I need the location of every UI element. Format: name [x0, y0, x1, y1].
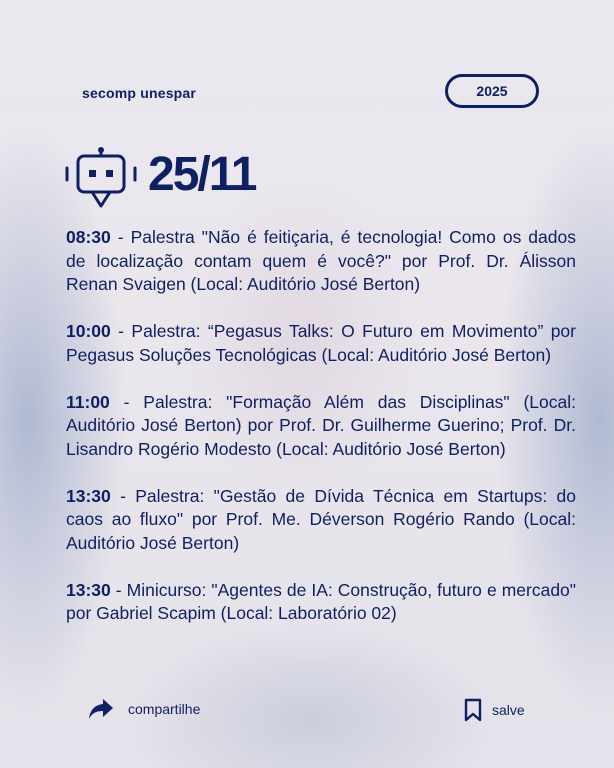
share-button[interactable]	[88, 698, 200, 720]
event-description: - Palestra: “Pegasus Talks: O Futuro em Movimento” por Pegasus Soluções Tecnológicas (Local: Auditório José Berton)	[66, 321, 576, 365]
bookmark-icon	[464, 698, 482, 722]
schedule-list	[66, 226, 576, 649]
save-label: salve	[492, 702, 525, 718]
date-title: 25/11	[148, 148, 256, 201]
robot-icon	[64, 146, 138, 210]
share-label: compartilhe	[128, 701, 201, 717]
event-time: 11:00	[66, 391, 110, 412]
share-arrow-icon	[88, 698, 114, 720]
event-time: 08:30	[66, 227, 111, 247]
schedule-item	[66, 391, 576, 462]
event-description: - Palestra "Não é feitiçaria, é tecnologia! Como os dados de localização contam quem é você?" por Prof. Dr. Álisson Renan Svaigen (Local: Auditório José Berton)	[66, 227, 576, 294]
year-badge	[445, 74, 539, 108]
event-description: - Palestra: "Gestão de Dívida Técnica em Startups: do caos ao fluxo" por Prof. Me. Déverson Rogério Rando (Local: Auditório José Berton)	[66, 485, 576, 553]
schedule-item	[66, 320, 576, 367]
event-time: 13:30	[66, 579, 111, 600]
event-time: 10:00	[66, 321, 111, 341]
save-button[interactable]	[464, 698, 525, 722]
schedule-item	[66, 226, 576, 297]
brand-name: secomp unespar	[82, 85, 197, 101]
event-time: 13:30	[66, 485, 111, 506]
event-description: - Palestra: "Formação Além das Disciplinas" (Local: Auditório José Berton) por Prof. Dr. Guilherme Guerino; Prof. Dr. Lisandro Rogério Modesto (Local: Auditório José Berton)	[66, 391, 576, 459]
year-label: 2025	[476, 83, 508, 99]
event-description: - Minicurso: "Agentes de IA: Construção, futuro e mercado" por Gabriel Scapim (Local: Laboratório 02)	[66, 579, 576, 623]
schedule-item	[66, 579, 576, 626]
schedule-item	[66, 485, 576, 556]
